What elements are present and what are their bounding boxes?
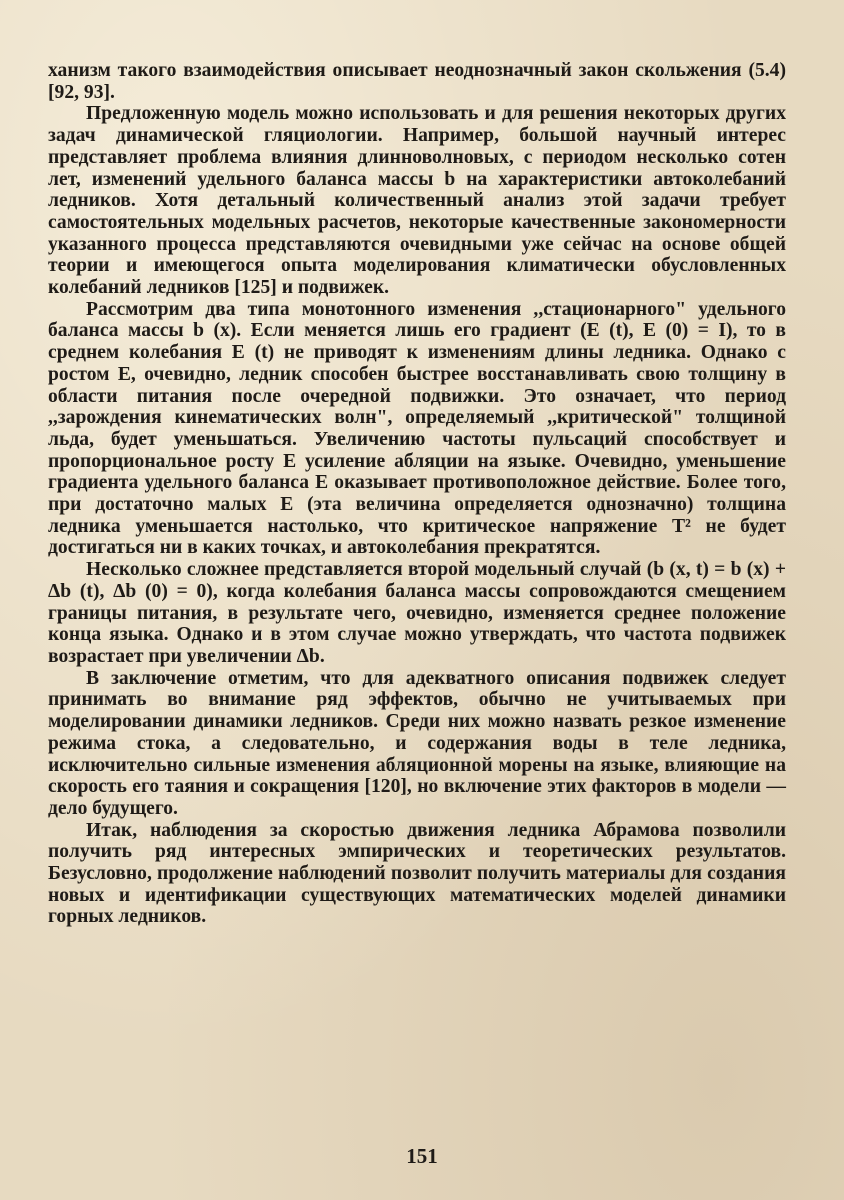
page-number: 151 [406,1144,438,1168]
body-text [48,60,786,928]
paragraph-monotonic-change: Рассмотрим два типа монотонного изменения ,,стационарного" удельного баланса массы b (x). Если меняется лишь его градиент (E (t), E (0) = I), то в среднем колебания E (t) не приводят к изменениям длины ледника. Однако с ростом E, очевидно, ледник способен быстрее восстанавливать свою толщину в области питания после очередной подвижки. Это означает, что период ,,зарождения кинематических волн", определяемый ,,критической" толщиной льда, будет уменьшаться. Увеличению частоты пульсаций способствует и пропорциональное росту E усиление абляции на языке. Очевидно, уменьшение градиента удельного баланса E оказывает противоположное действие. Более того, при достаточно малых E (эта величина определяется однозначно) толщина ледника уменьшается настолько, что критическое напряжение T² не будет достигаться ни в каких точках, и автоколебания прекратятся. [48,298,786,559]
paragraph-continuation: ханизм такого взаимодействия описывает неоднозначный закон скольжения (5.4) [92, 93]. [48,60,786,103]
paragraph-summary: Итак, наблюдения за скоростью движения ледника Абрамова позволили получить ряд интересных эмпирических и теоретических результатов. Безусловно, продолжение наблюдений позволит получить материалы для создания новых и идентификации существующих математических моделей динамики горных ледников. [48,819,786,928]
paragraph-conclusion: В заключение отметим, что для адекватного описания подвижек следует принимать во внимание ряд эффектов, обычно не учитываемых при моделировании динамики ледников. Среди них можно назвать резкое изменение режима стока, а следовательно, и содержания воды в теле ледника, исключительно сильные изменения абляционной морены на языке, влияющие на скорость его таяния и сокращения [120], но включение этих факторов в модели — дело будущего. [48,667,786,819]
paragraph-model-applications: Предложенную модель можно использовать и для решения некоторых других задач динамической гляциологии. Например, большой научный интерес представляет проблема влияния длинноволновых, с периодом несколько сотен лет, изменений удельного баланса массы b на характеристики автоколебаний ледников. Хотя детальный количественный анализ этой задачи требует самостоятельных модельных расчетов, некоторые качественные закономерности указанного процесса представляются очевидными уже сейчас на основе общей теории и имеющегося опыта моделирования климатически обусловленных колебаний ледников [125] и подвижек. [48,103,786,299]
paragraph-second-model-case: Несколько сложнее представляется второй модельный случай (b (x, t) = b (x) + Δb (t), Δb (0) = 0), когда колебания баланса массы сопровождаются смещением границы питания, в результате чего, очевидно, изменяется среднее положение конца языка. Однако и в этом случае можно утверждать, что частота подвижек возрастает при увеличении Δb. [48,559,786,667]
